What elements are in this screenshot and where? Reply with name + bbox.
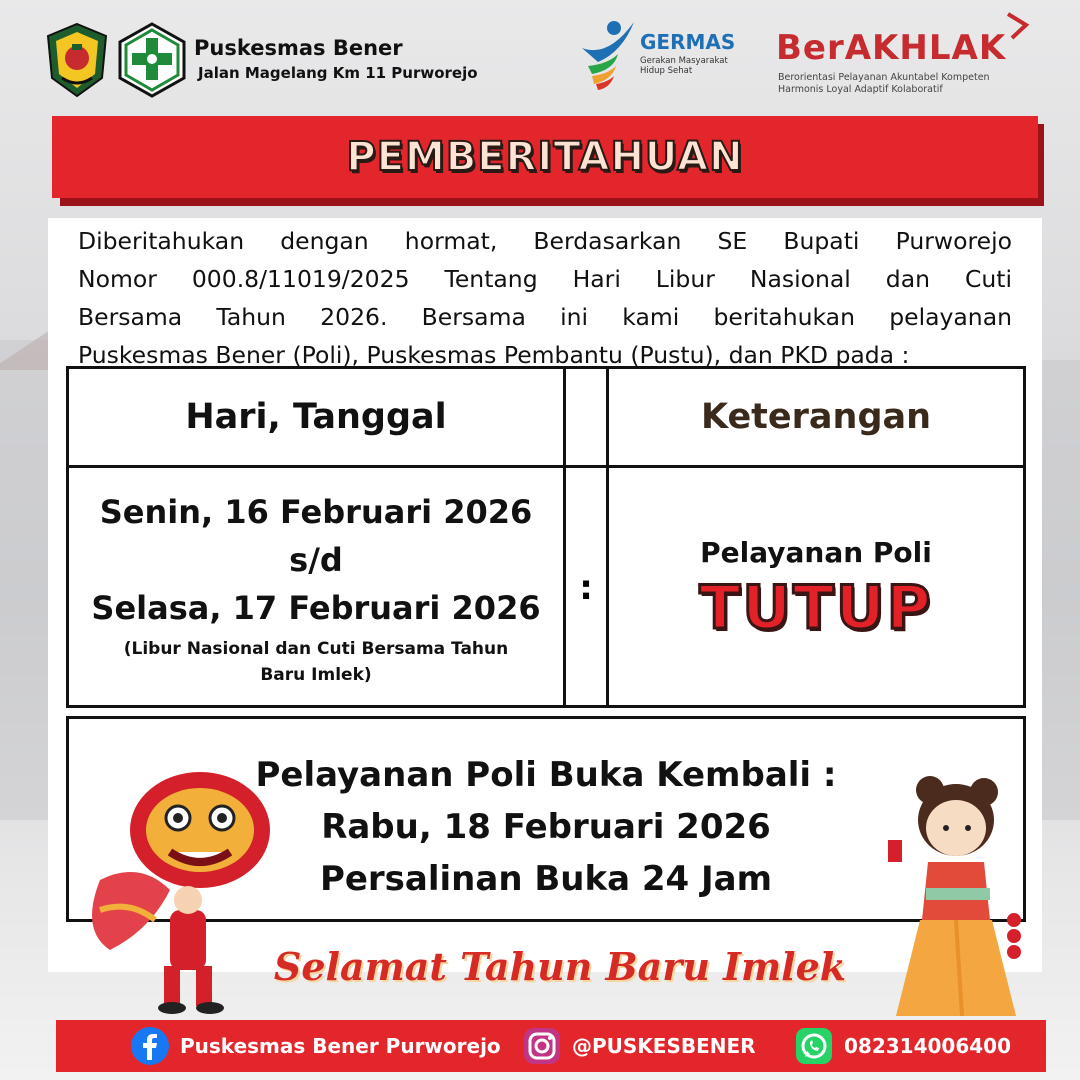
date-note: (Libur Nasional dan Cuti Bersama Tahun Baru Imlek) xyxy=(123,639,509,685)
germas-figure-icon xyxy=(578,18,638,90)
intro-line-2: Nomor 000.8/11019/2025 Tentang Hari Libur Nasional dan Cuti xyxy=(78,265,1012,293)
intro-line-1: Diberitahukan dengan hormat, Berdasarkan SE Bupati Purworejo xyxy=(78,227,1012,255)
remarks-service: Pelayanan Poli xyxy=(700,536,932,569)
footer-instagram[interactable] xyxy=(522,1020,756,1072)
footer-bar xyxy=(56,1020,1046,1072)
berakhlak-subtitle-line1: Berorientasi Pelayanan Akuntabel Kompeten xyxy=(778,72,990,83)
date-separator: s/d xyxy=(289,541,343,579)
reopen-line-1: Pelayanan Poli Buka Kembali : xyxy=(255,755,837,795)
facebook-icon xyxy=(130,1026,170,1066)
reopen-line-2: Rabu, 18 Februari 2026 xyxy=(321,807,771,847)
org-address: Jalan Magelang Km 11 Purworejo xyxy=(198,64,478,82)
whatsapp-label: 082314006400 xyxy=(844,1034,1011,1058)
greeting-text: Selamat Tahun Baru Imlek xyxy=(273,944,847,989)
girl-illustration xyxy=(866,770,1036,1020)
berakhlak-subtitle xyxy=(778,72,990,96)
facebook-label: Puskesmas Bener Purworejo xyxy=(180,1034,501,1058)
germas-title: GERMAS xyxy=(640,30,736,54)
colon-cell: : xyxy=(579,568,593,608)
page-title: PEMBERITAHUAN xyxy=(346,134,744,180)
whatsapp-icon xyxy=(794,1026,834,1066)
schedule-table xyxy=(66,366,1026,708)
header-date: Hari, Tanggal xyxy=(185,397,447,437)
chevron-right-icon xyxy=(1002,10,1032,40)
regency-emblem-icon xyxy=(44,22,110,98)
berakhlak-subtitle-line2: Harmonis Loyal Adaptif Kolaboratif xyxy=(778,84,943,95)
remarks-cell xyxy=(609,468,1023,708)
lion-dance-illustration xyxy=(60,760,290,1020)
germas-subtitle-line2: Hidup Sehat xyxy=(640,66,693,76)
instagram-label: @PUSKESBENER xyxy=(572,1034,756,1058)
germas-subtitle-line1: Gerakan Masyarakat xyxy=(640,56,728,66)
berakhlak-logo xyxy=(776,16,1046,100)
header-remarks: Keterangan xyxy=(700,397,932,437)
date-from: Senin, 16 Februari 2026 xyxy=(99,493,533,531)
intro-line-3: Bersama Tahun 2026. Bersama ini kami beritahukan pelayanan xyxy=(78,303,1012,331)
intro-paragraph xyxy=(78,222,1012,374)
title-banner xyxy=(52,116,1038,198)
germas-subtitle xyxy=(640,56,728,76)
header xyxy=(0,0,1080,110)
status-badge: TUTUP xyxy=(699,573,933,643)
org-name: Puskesmas Bener xyxy=(194,36,403,60)
reopen-line-3: Persalinan Buka 24 Jam xyxy=(319,859,773,899)
puskesmas-logo-icon xyxy=(118,22,186,98)
date-to: Selasa, 17 Februari 2026 xyxy=(91,589,541,627)
intro-line-4: Puskesmas Bener (Poli), Puskesmas Pembantu (Pustu), dan PKD pada : xyxy=(78,341,910,369)
instagram-icon xyxy=(522,1026,562,1066)
date-cell xyxy=(69,468,563,708)
germas-logo xyxy=(578,18,748,90)
footer-whatsapp[interactable] xyxy=(794,1020,1011,1072)
footer-facebook[interactable] xyxy=(130,1020,501,1072)
berakhlak-title: BerAKHLAK xyxy=(776,28,1007,68)
